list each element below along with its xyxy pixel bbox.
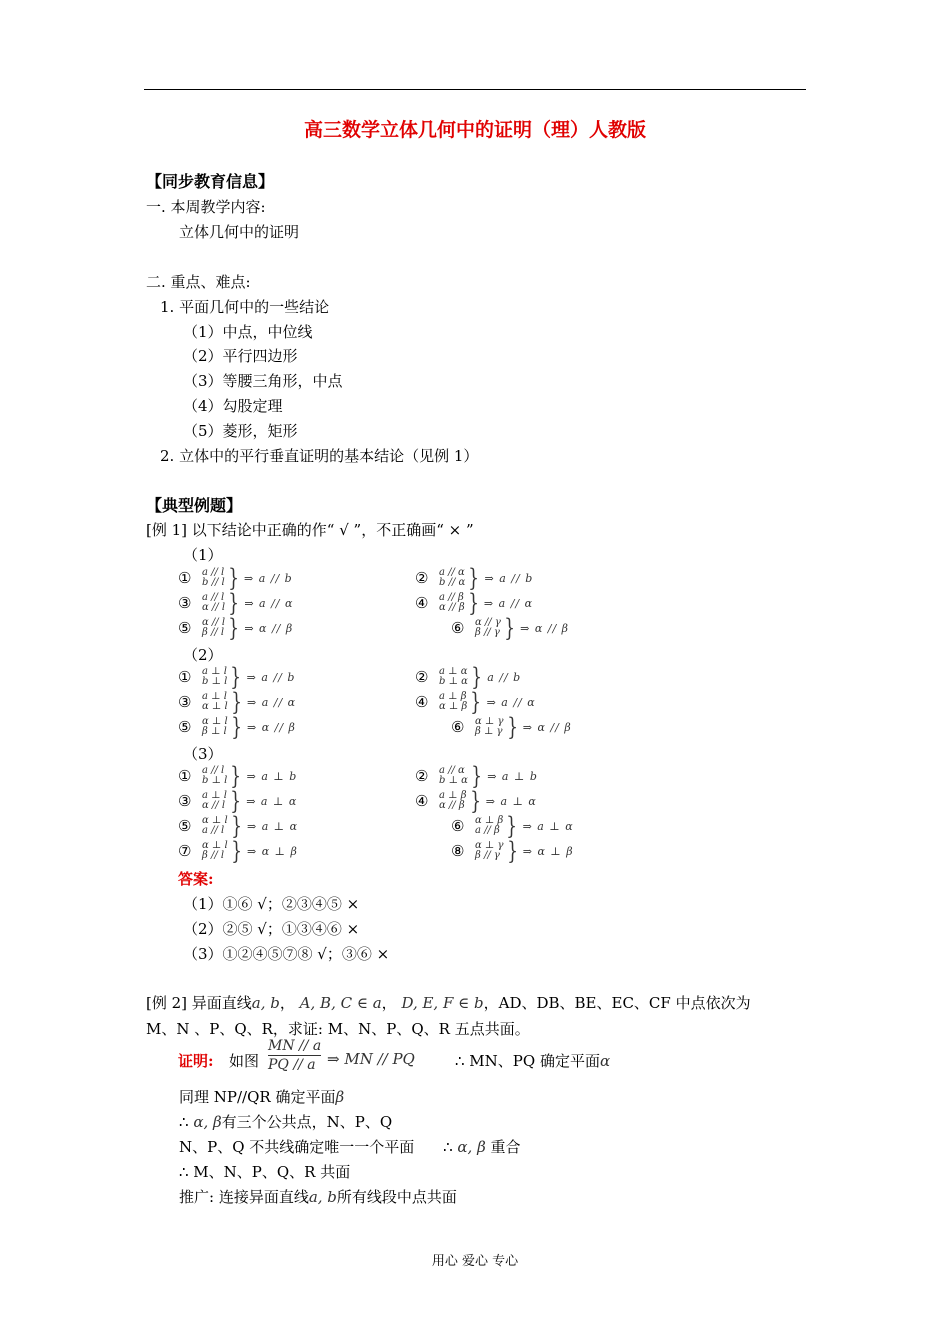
statement bbox=[178, 764, 297, 788]
proof-line-2-text: 同理 NP//QR 确定平面 bbox=[179, 1088, 336, 1106]
premise: α ⊥ l bbox=[202, 840, 228, 851]
premise: a // l bbox=[202, 765, 225, 776]
lines-ab: a, b bbox=[308, 1188, 337, 1206]
brace-symbol: } bbox=[230, 787, 241, 815]
premise: a // l bbox=[202, 825, 225, 836]
premise: a // β bbox=[475, 825, 500, 836]
premises bbox=[202, 692, 228, 712]
coincide-text: 重合 bbox=[490, 1138, 521, 1156]
brace-symbol: } bbox=[231, 812, 242, 840]
example-2-line-2: M、N 、P、Q、R，求证: M、N、P、Q、R 五点共面。 bbox=[146, 1020, 530, 1038]
point-set-b: D, E, F ∈ b bbox=[401, 994, 484, 1012]
alpha-beta-symbol: α, β bbox=[457, 1138, 486, 1156]
premise: a ⊥ l bbox=[202, 790, 227, 801]
premises bbox=[202, 593, 225, 613]
statement bbox=[415, 665, 521, 689]
premises bbox=[439, 593, 465, 613]
premises bbox=[439, 692, 467, 712]
statement bbox=[451, 715, 572, 739]
example-2-midpoints: ，AD、DB、BE、EC、CF 中点依次为 bbox=[483, 994, 751, 1012]
brace-symbol: } bbox=[471, 663, 482, 691]
premises bbox=[475, 618, 501, 638]
premise: α // l bbox=[202, 800, 226, 811]
point-2: 2. 立体中的平行垂直证明的基本结论（见例 1） bbox=[160, 447, 479, 465]
brace-symbol: } bbox=[231, 713, 242, 741]
premise: b // l bbox=[202, 577, 225, 588]
premise: b ⊥ l bbox=[202, 676, 228, 687]
premises bbox=[439, 766, 468, 786]
brace-symbol: } bbox=[468, 564, 480, 592]
fraction-bottom: PQ // a bbox=[268, 1057, 316, 1073]
premise: α // l bbox=[202, 617, 226, 628]
premise: α ⊥ l bbox=[202, 716, 228, 727]
conclusion: ⇒ a ⊥ α bbox=[247, 819, 299, 833]
fraction-top: MN // a bbox=[268, 1038, 322, 1054]
brace-symbol: } bbox=[231, 688, 242, 716]
conclusion: ⇒ α // β bbox=[520, 621, 570, 635]
brace-symbol: } bbox=[506, 713, 518, 741]
premise: α // β bbox=[439, 800, 465, 811]
statement-number: ⑤ bbox=[178, 619, 192, 637]
conclusion: ⇒ α // β bbox=[522, 720, 572, 734]
premise: α ⊥ β bbox=[475, 815, 504, 826]
brace-symbol: } bbox=[230, 663, 242, 691]
statement-number: ④ bbox=[415, 594, 429, 612]
premise: β // γ bbox=[475, 850, 500, 861]
therefore-symbol: ∴ bbox=[179, 1113, 189, 1131]
section-heading-examples: 【典型例题】 bbox=[146, 496, 243, 515]
answer-line: （1）①⑥ √；②③④⑤ × bbox=[183, 895, 360, 913]
statement bbox=[415, 789, 537, 813]
proof-plane-alpha bbox=[455, 1052, 610, 1070]
answer-label: 答案: bbox=[178, 870, 214, 888]
premise: β // l bbox=[202, 850, 225, 861]
proof-plane-alpha-text: ∴ MN、PQ 确定平面 bbox=[455, 1052, 600, 1070]
premise: a ⊥ l bbox=[202, 666, 227, 677]
premise: β ⊥ l bbox=[202, 726, 227, 737]
premise: b ⊥ α bbox=[439, 676, 468, 687]
premise: a ⊥ β bbox=[439, 790, 467, 801]
conclusion: ⇒ a // α bbox=[486, 695, 536, 709]
premises bbox=[202, 841, 228, 861]
conclusion: ⇒ α ⊥ β bbox=[522, 844, 574, 858]
statement-number: ⑥ bbox=[451, 718, 465, 736]
premise: α // l bbox=[202, 602, 226, 613]
premises bbox=[202, 717, 228, 737]
brace-symbol: } bbox=[230, 762, 242, 790]
conclusion: ⇒ α // β bbox=[247, 720, 296, 734]
premise: β ⊥ γ bbox=[475, 726, 503, 737]
premise: b // α bbox=[439, 577, 466, 588]
conclusion: a // b bbox=[487, 670, 522, 684]
example-2-intro: [例 2] 异面直线 bbox=[146, 994, 252, 1012]
proof-label: 证明: bbox=[178, 1052, 214, 1070]
page-title: 高三数学立体几何中的证明（理）人教版 bbox=[303, 119, 646, 141]
statement-number: ⑥ bbox=[451, 817, 465, 835]
premise: α // β bbox=[439, 602, 465, 613]
conclusion: ⇒ a // b bbox=[484, 571, 534, 585]
premises bbox=[439, 791, 467, 811]
premise: β // γ bbox=[475, 627, 500, 638]
conclusion: ⇒ a // α bbox=[247, 695, 297, 709]
sub-item: （2）平行四边形 bbox=[183, 347, 298, 365]
brace-symbol: } bbox=[227, 564, 239, 592]
brace-symbol: } bbox=[506, 837, 518, 865]
statement-number: ④ bbox=[415, 792, 429, 810]
statement-number: ① bbox=[178, 767, 192, 785]
statement-number: ⑧ bbox=[451, 842, 465, 860]
point-set-a: A, B, C ∈ a bbox=[299, 994, 382, 1012]
statement bbox=[451, 839, 574, 863]
conclusion: ⇒ a ⊥ α bbox=[246, 794, 298, 808]
premises bbox=[202, 618, 225, 638]
statement-number: ③ bbox=[178, 594, 192, 612]
statement-number: ⑤ bbox=[178, 817, 192, 835]
generalization-text-end: 所有线段中点共面 bbox=[336, 1188, 457, 1206]
proof-line-3 bbox=[179, 1113, 392, 1131]
premise: a // β bbox=[439, 592, 464, 603]
premises bbox=[475, 816, 503, 836]
conclusion: ⇒ a ⊥ α bbox=[485, 794, 537, 808]
alpha-beta-symbol: α, β bbox=[193, 1113, 222, 1131]
statement bbox=[178, 566, 293, 590]
statement bbox=[415, 764, 538, 788]
premise: α ⊥ l bbox=[202, 701, 228, 712]
point-1: 1. 平面几何中的一些结论 bbox=[160, 298, 330, 316]
conclusion: ⇒ a ⊥ b bbox=[246, 769, 298, 783]
premise: β // l bbox=[202, 627, 225, 638]
conclusion: ⇒ α ⊥ β bbox=[247, 844, 298, 858]
proof-line-5: ∴ M、N、P、Q、R 共面 bbox=[179, 1163, 351, 1181]
premise: a ⊥ β bbox=[439, 691, 467, 702]
statement bbox=[178, 789, 297, 813]
brace-symbol: } bbox=[471, 762, 482, 790]
premise: a // α bbox=[439, 765, 465, 776]
proof-line-6 bbox=[179, 1188, 457, 1206]
proof-implies: ⇒ MN // PQ bbox=[327, 1050, 415, 1068]
sub-item: （1）中点，中位线 bbox=[183, 323, 313, 341]
premise: a // l bbox=[202, 592, 225, 603]
proof-line-2 bbox=[179, 1088, 344, 1106]
brace-symbol: } bbox=[231, 837, 242, 865]
premise: b ⊥ l bbox=[202, 775, 228, 786]
statement bbox=[178, 690, 296, 714]
statement-number: ④ bbox=[415, 693, 429, 711]
statement bbox=[178, 616, 293, 640]
brace-symbol: } bbox=[470, 688, 482, 716]
proof-line-4 bbox=[179, 1138, 521, 1156]
statement-number: ⑦ bbox=[178, 842, 192, 860]
premises bbox=[475, 841, 504, 861]
brace-symbol: } bbox=[469, 787, 481, 815]
example-2-line-1: [例 2] 异面直线a, b， A, B, C ∈ a， D, E, F ∈ b，AD、DB、BE、EC、CF 中点依次为 bbox=[146, 994, 751, 1012]
statement bbox=[178, 715, 296, 739]
group-3-label: （3） bbox=[183, 745, 223, 763]
brace-symbol: } bbox=[506, 812, 518, 840]
group-2-label: （2） bbox=[183, 646, 223, 664]
answer-line: （3）①②④⑤⑦⑧ √；③⑥ × bbox=[183, 945, 390, 963]
item-2: 二. 重点、难点: bbox=[146, 273, 251, 291]
example-1-intro: [例 1] 以下结论中正确的作“ √ ”，不正确画“ × ” bbox=[146, 521, 474, 539]
premises bbox=[475, 717, 504, 737]
beta-symbol: β bbox=[335, 1088, 345, 1106]
top-rule bbox=[144, 89, 806, 90]
alpha-symbol: α bbox=[599, 1052, 611, 1070]
sub-item: （4）勾股定理 bbox=[183, 397, 283, 415]
premise: α // γ bbox=[475, 617, 501, 628]
premises bbox=[202, 568, 225, 588]
premise: α ⊥ γ bbox=[475, 716, 504, 727]
conclusion: ⇒ α // β bbox=[244, 621, 294, 635]
conclusion: ⇒ a // b bbox=[243, 571, 293, 585]
statement-number: ① bbox=[178, 569, 192, 587]
premises bbox=[202, 791, 227, 811]
statement-number: ② bbox=[415, 569, 429, 587]
therefore-symbol: ∴ bbox=[443, 1138, 453, 1156]
premises bbox=[202, 766, 227, 786]
premise: a ⊥ l bbox=[202, 691, 227, 702]
statement-number: ⑥ bbox=[451, 619, 465, 637]
proof-figure-ref: 如图 bbox=[229, 1052, 260, 1070]
statement bbox=[415, 690, 536, 714]
premise: a // l bbox=[202, 567, 225, 578]
sub-item: （3）等腰三角形，中点 bbox=[183, 372, 343, 390]
conclusion: ⇒ a ⊥ b bbox=[487, 769, 538, 783]
section-heading-info: 【同步教育信息】 bbox=[146, 172, 275, 191]
conclusion: ⇒ a // α bbox=[483, 596, 534, 610]
premise: α ⊥ γ bbox=[475, 840, 504, 851]
statement-number: ③ bbox=[178, 693, 192, 711]
premises bbox=[439, 568, 465, 588]
brace-symbol: } bbox=[504, 614, 515, 642]
item-1: 一. 本周教学内容: bbox=[146, 198, 266, 216]
proof-line-3-text: 有三个公共点，N、P、Q bbox=[221, 1113, 393, 1131]
premise: b ⊥ α bbox=[439, 775, 468, 786]
premise: a ⊥ α bbox=[439, 666, 468, 677]
statement-number: ⑤ bbox=[178, 718, 192, 736]
conclusion: ⇒ a // α bbox=[244, 596, 294, 610]
statement bbox=[451, 814, 574, 838]
statement-number: ① bbox=[178, 668, 192, 686]
brace-symbol: } bbox=[228, 589, 240, 617]
statement bbox=[415, 566, 533, 590]
sub-item: （5）菱形，矩形 bbox=[183, 422, 298, 440]
premises bbox=[439, 667, 468, 687]
premises bbox=[202, 667, 227, 687]
statement-number: ② bbox=[415, 668, 429, 686]
answer-line: （2）②⑤ √；①③④⑥ × bbox=[183, 920, 360, 938]
conclusion: ⇒ a // b bbox=[246, 670, 296, 684]
statement bbox=[178, 814, 298, 838]
proof-fraction bbox=[268, 1037, 321, 1074]
lines-ab: a, b bbox=[251, 994, 280, 1012]
statement bbox=[178, 665, 295, 689]
statement bbox=[415, 591, 533, 615]
conclusion: ⇒ a ⊥ α bbox=[522, 819, 574, 833]
premises bbox=[202, 816, 228, 836]
brace-symbol: } bbox=[228, 614, 240, 642]
generalization-text: 推广: 连接异面直线 bbox=[179, 1188, 309, 1206]
statement bbox=[178, 839, 298, 863]
statement bbox=[451, 616, 569, 640]
premise: α ⊥ β bbox=[439, 701, 468, 712]
page-footer: 用心 爱心 专心 bbox=[431, 1254, 519, 1269]
group-1-label: （1） bbox=[183, 546, 223, 564]
premise: a // α bbox=[439, 567, 465, 578]
brace-symbol: } bbox=[467, 589, 479, 617]
statement bbox=[178, 591, 293, 615]
statement-number: ③ bbox=[178, 792, 192, 810]
item-1-content: 立体几何中的证明 bbox=[179, 223, 300, 241]
statement-number: ② bbox=[415, 767, 429, 785]
proof-line-4-text: N、P、Q 不共线确定唯一一个平面 bbox=[179, 1138, 415, 1156]
premise: α ⊥ l bbox=[202, 815, 228, 826]
